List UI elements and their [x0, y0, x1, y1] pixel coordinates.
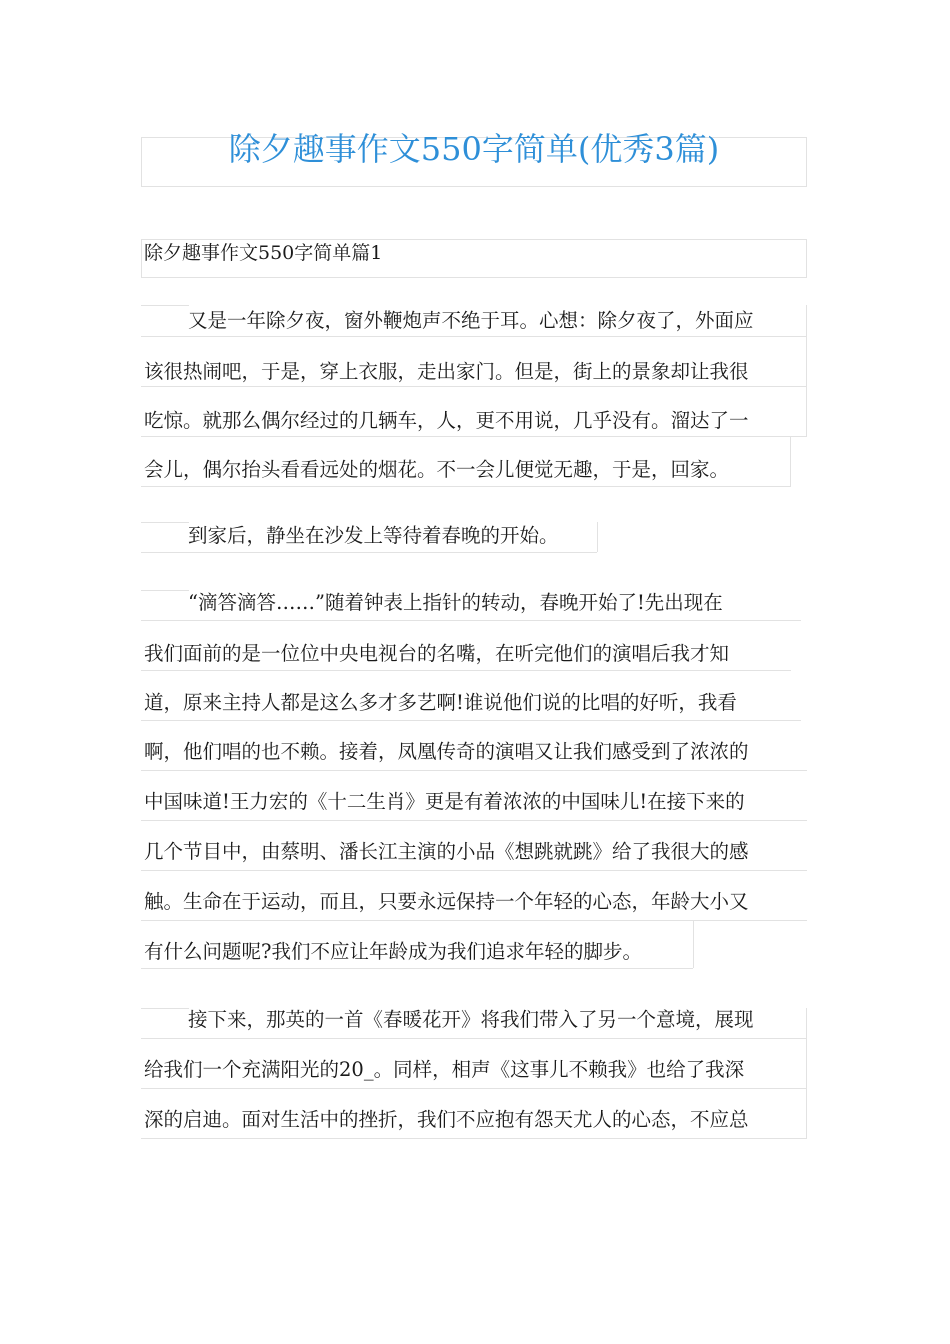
document-title: 除夕趣事作文550字简单(优秀3篇)	[228, 130, 720, 168]
frame-rule	[141, 522, 189, 523]
paragraph-3-line-3: 道，原来主持人都是这么多才多艺啊!谁说他们说的比唱的好听，我看	[144, 691, 737, 714]
paragraph-1-line-2: 该很热闹吧，于是，穿上衣服，走出家门。但是，街上的景象却让我很	[144, 360, 749, 383]
paragraph-1-line-3: 吃惊。就那么偶尔经过的几辆车，人，更不用说，几乎没有。溜达了一	[144, 409, 749, 432]
paragraph-3-line-2: 我们面前的是一位位中央电视台的名嘴，在听完他们的演唱后我才知	[144, 642, 730, 665]
frame-rule	[141, 386, 807, 387]
frame-rule	[141, 305, 189, 306]
paragraph-3-line-5: 中国味道!王力宏的《十二生肖》更是有着浓浓的中国味儿!在接下来的	[144, 790, 745, 813]
frame-rule	[141, 870, 807, 871]
frame-rule	[141, 590, 189, 591]
frame-rule	[141, 1138, 807, 1139]
frame-rule	[597, 522, 598, 552]
paragraph-4-line-1: 接下来，那英的一首《春暖花开》将我们带入了另一个意境，展现	[188, 1008, 754, 1031]
frame-rule	[141, 336, 807, 337]
frame-rule	[141, 1088, 807, 1089]
section-heading: 除夕趣事作文550字简单篇1	[144, 242, 383, 264]
frame-rule	[141, 770, 807, 771]
paragraph-4-line-3: 深的启迪。面对生活中的挫折，我们不应抱有怨天尤人的心态，不应总	[144, 1108, 749, 1131]
frame-rule	[141, 620, 801, 621]
frame-rule	[141, 720, 801, 721]
frame-rule	[141, 820, 807, 821]
paragraph-3-line-6: 几个节目中，由蔡明、潘长江主演的小品《想跳就跳》给了我很大的感	[144, 840, 749, 863]
frame-rule	[141, 486, 791, 487]
paragraph-3-line-7: 触。生命在于运动，而且，只要永远保持一个年轻的心态，年龄大小又	[144, 890, 749, 913]
frame-rule	[141, 436, 807, 437]
paragraph-3-line-8: 有什么问题呢?我们不应让年龄成为我们追求年轻的脚步。	[144, 940, 642, 963]
frame-rule	[693, 920, 694, 968]
frame-rule	[141, 552, 597, 553]
paragraph-4-line-2: 给我们一个充满阳光的20_。同样，相声《这事儿不赖我》也给了我深	[144, 1058, 745, 1081]
paragraph-2-line-1: 到家后，静坐在沙发上等待着春晚的开始。	[188, 524, 559, 547]
frame-rule	[141, 1008, 189, 1009]
frame-rule	[141, 670, 791, 671]
paragraph-3-line-1: “滴答滴答……”随着钟表上指针的转动，春晚开始了!先出现在	[188, 591, 723, 614]
paragraph-1-line-4: 会儿，偶尔抬头看看远处的烟花。不一会儿便觉无趣，于是，回家。	[144, 458, 730, 481]
frame-rule	[141, 920, 807, 921]
frame-rule	[790, 436, 791, 486]
frame-rule	[141, 968, 693, 969]
frame-rule	[806, 1008, 807, 1138]
paragraph-1-line-1: 又是一年除夕夜，窗外鞭炮声不绝于耳。心想：除夕夜了，外面应	[188, 309, 754, 332]
paragraph-3-line-4: 啊，他们唱的也不赖。接着，凤凰传奇的演唱又让我们感受到了浓浓的	[144, 740, 749, 763]
frame-rule	[141, 1038, 807, 1039]
frame-rule	[806, 305, 807, 436]
